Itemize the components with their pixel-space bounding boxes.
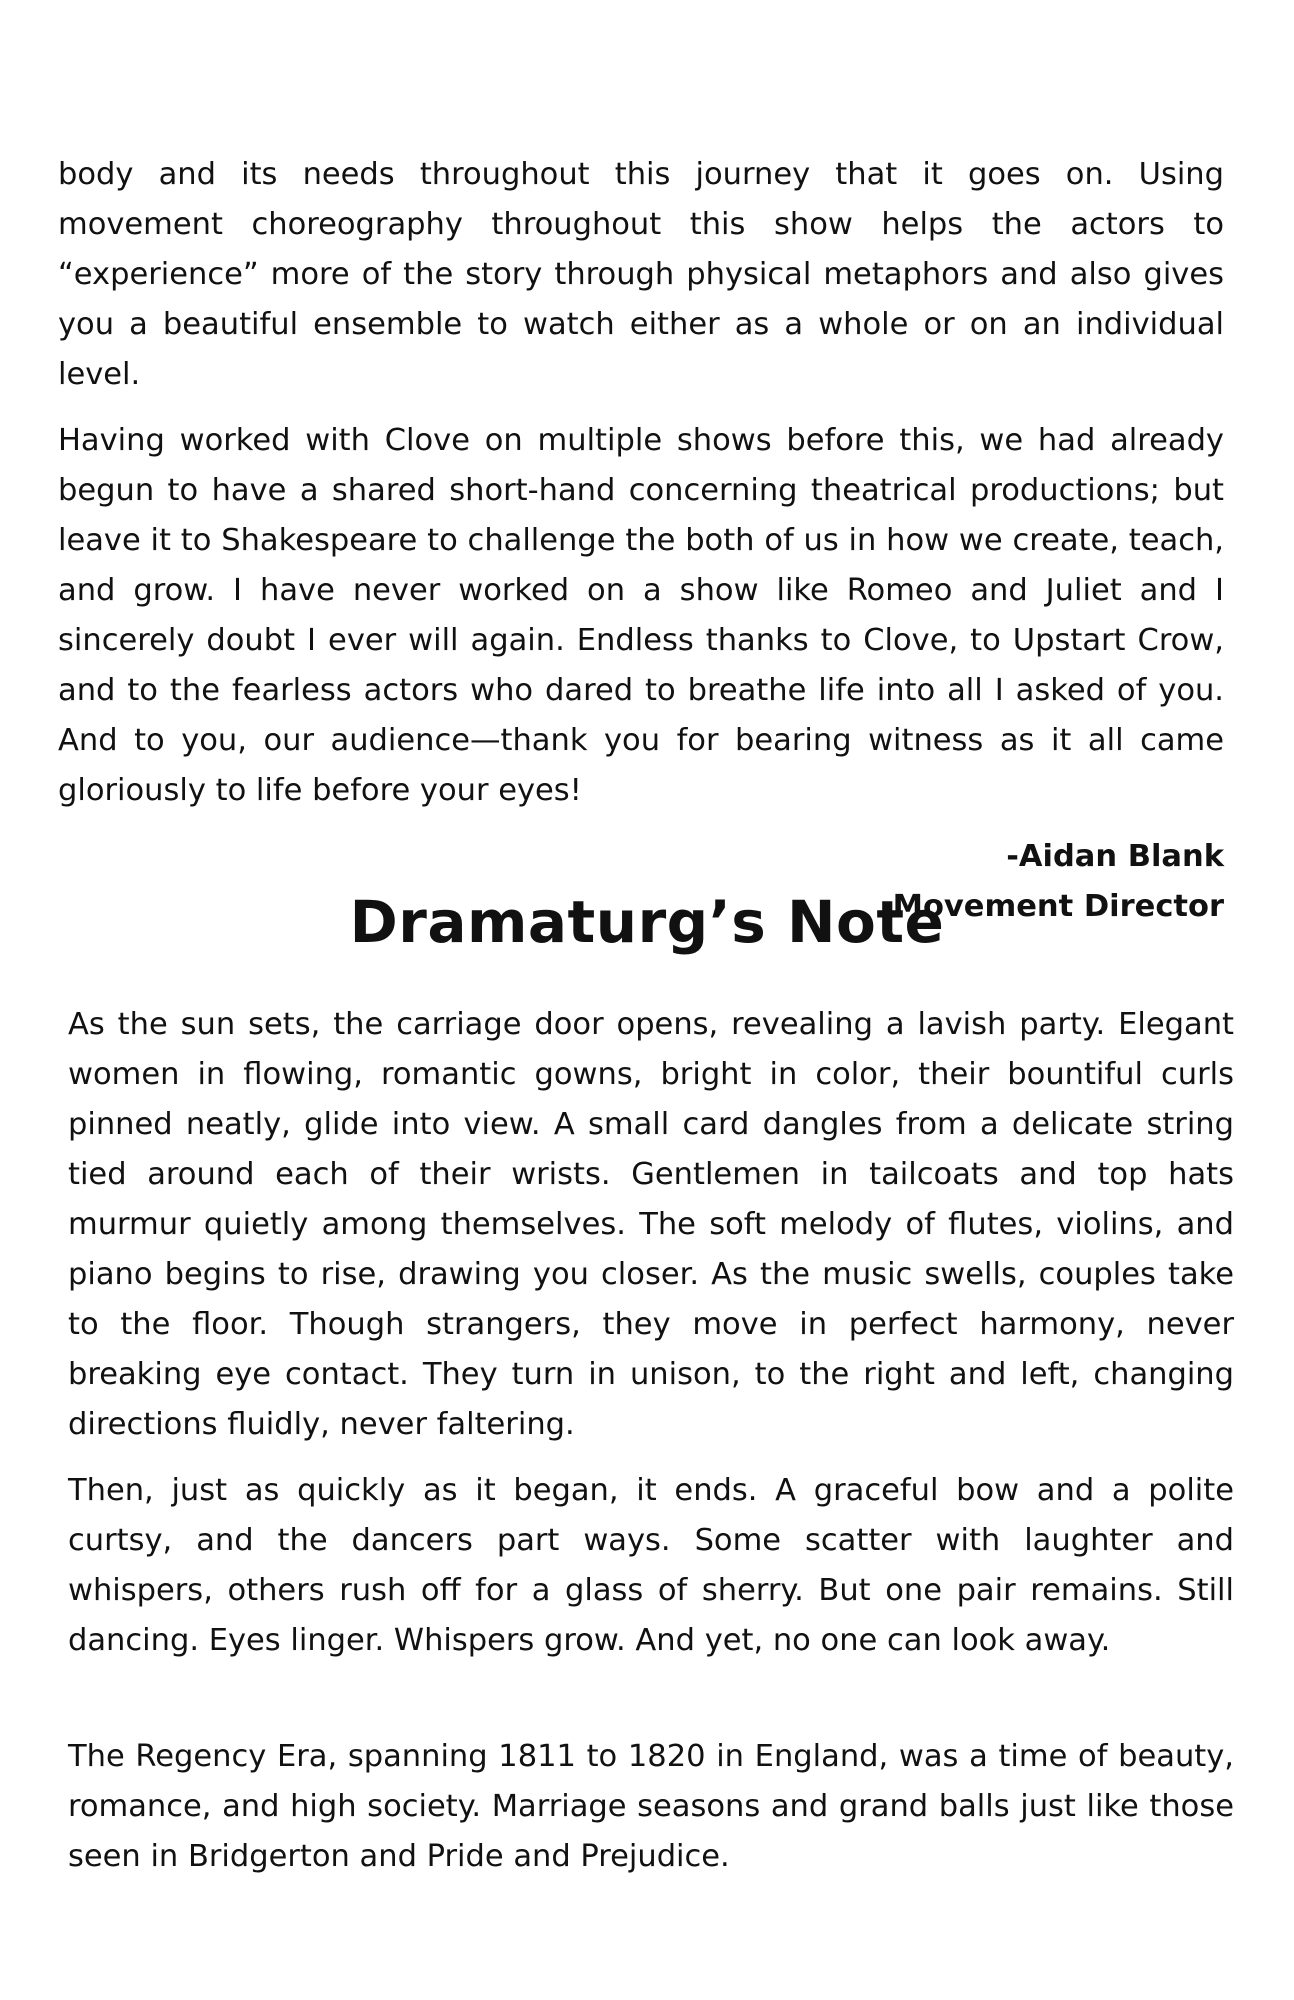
dramaturg-note-paragraph-1: As the sun sets, the carriage door opens, revealing a lavish party. Elegant women in flowing, romantic gowns, bright in color, their bountiful curls pinned neatly, glide into view. A small card dangles from a delicate string tied around each of their wrists. Gentlemen in tailcoats and top hats murmur quietly among themselves. The soft melody of flutes, violins, and piano begins to rise, drawing you closer. As the music swells, couples take to the floor. Though strangers, they move in perfect harmony, never breaking eye contact. They turn in unison, to the right and left, changing directions fluidly, never faltering. <box>68 1007 1234 1442</box>
dramaturg-note-paragraph-3: The Regency Era, spanning 1811 to 1820 in England, was a time of beauty, romance, and high society. Marriage seasons and grand balls just like those seen in Bridgerton and Pride and Prejudice. <box>68 1739 1234 1874</box>
movement-note-paragraph-2: Having worked with Clove on multiple shows before this, we had already begun to have a shared short-hand concerning theatrical productions; but leave it to Shakespeare to challenge the both of us in how we create, teach, and grow. I have never worked on a show like Romeo and Juliet and I sincerely doubt I ever will again. Endless thanks to Clove, to Upstart Crow, and to the fearless actors who dared to breathe life into all I asked of you. And to you, our audience—thank you for bearing witness as it all came gloriously to life before your eyes! <box>58 423 1224 808</box>
dramaturg-note-heading: Dramaturg’s Note <box>349 888 945 956</box>
dramaturg-note-body <box>68 1000 1234 1898</box>
dramaturg-note-paragraph-2: Then, just as quickly as it began, it ends. A graceful bow and a polite curtsy, and the dancers part ways. Some scatter with laughter and whispers, others rush off for a glass of sherry. But one pair remains. Still dancing. Eyes linger. Whispers grow. And yet, no one can look away. <box>68 1473 1234 1658</box>
paragraph-gap <box>68 1682 1234 1732</box>
signature-name: -Aidan Blank <box>1006 839 1224 874</box>
movement-note-paragraph-1: body and its needs throughout this journey that it goes on. Using movement choreography throughout this show helps the actors to “experience” more of the story through physical metaphors and also gives you a beautiful ensemble to watch either as a whole or on an individual level. <box>58 157 1224 392</box>
movement-director-note <box>58 150 1224 932</box>
signature-title: Movement Director <box>892 889 1224 924</box>
